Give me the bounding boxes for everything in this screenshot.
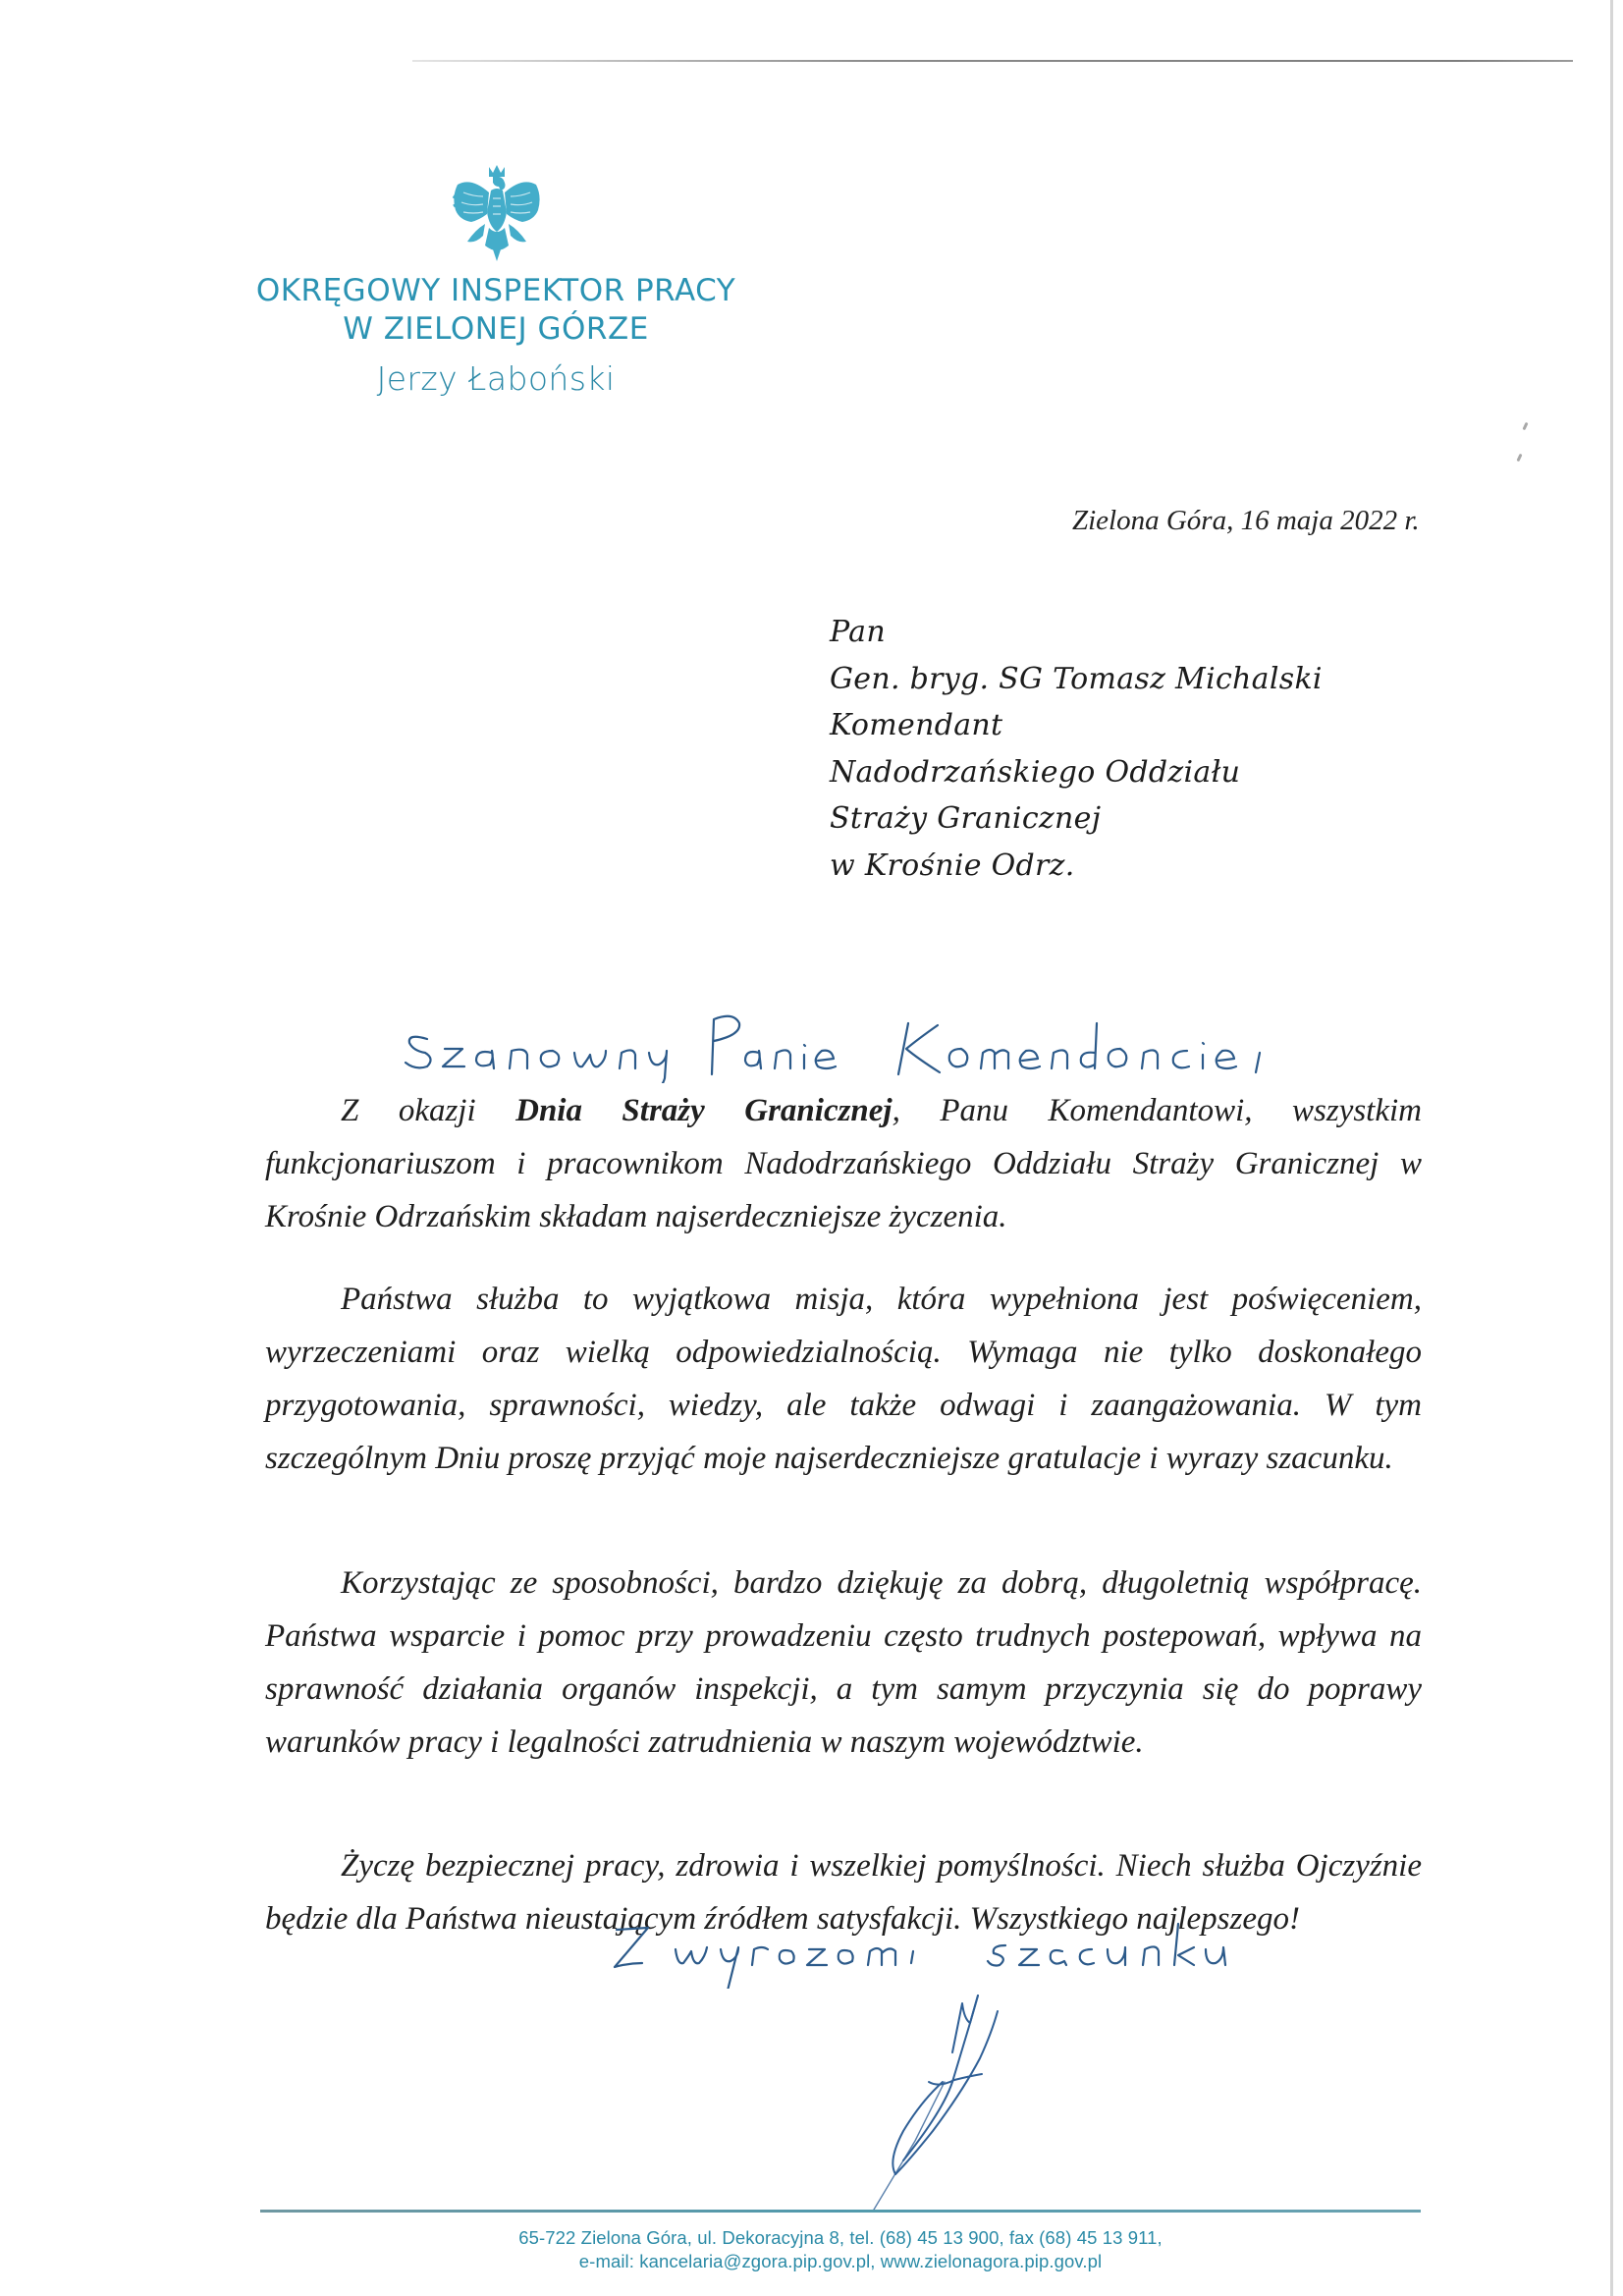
letterhead-title: OKRĘGOWY INSPEKTOR PRACY xyxy=(255,273,736,308)
footer-divider xyxy=(260,2210,1421,2213)
recipient-line: Komendant xyxy=(830,708,1003,742)
letterhead-subtitle: W ZIELONEJ GÓRZE xyxy=(343,311,649,347)
recipient-line: Gen. bryg. SG Tomasz Michalski xyxy=(830,661,1323,696)
footer-contact: e-mail: kancelaria@zgora.pip.gov.pl, www.zielonagora.pip.gov.pl xyxy=(578,2251,1103,2271)
paragraph-text: Życzę bezpiecznej pracy, zdrowia i wszelkiej pomyślności. Niech służba Ojczyźnie będzie dla Państwa nieustającym źródłem satysfakcji. Wszystkiego najlepszego! xyxy=(265,1848,1422,1937)
scan-speck xyxy=(1522,422,1528,431)
paragraph-text: Z okazji xyxy=(341,1093,516,1128)
body-paragraph xyxy=(265,1084,1422,1243)
scan-speck xyxy=(1516,454,1522,463)
scan-page-edge xyxy=(1610,0,1613,2296)
recipient-line: w Krośnie Odrz. xyxy=(830,847,1075,883)
scan-edge-line xyxy=(412,60,1573,62)
body-paragraph xyxy=(265,1557,1422,1769)
handwritten-salutation xyxy=(388,990,1409,1083)
footer-address: 65-722 Zielona Góra, ul. Dekoracyjna 8, tel. (68) 45 13 900, fax (68) 45 13 911, xyxy=(518,2227,1163,2248)
paragraph-text: Korzystając ze sposobności, bardzo dziękuję za dobrą, długoletnią współpracę. Państwa wsparcie i pomoc przy prowadzeniu często trudnych postepowań, wpływa na sprawność działania organów inspekcji, a tym samym przyczynia się do poprawy warunków pracy i legalności zatrudnienia w naszym województwie. xyxy=(265,1565,1422,1760)
recipient-line: Pan xyxy=(830,615,886,649)
recipient-line: Nadodrzańskiego Oddziału xyxy=(830,754,1241,790)
letter-date: Zielona Góra, 16 maja 2022 r. xyxy=(1072,505,1420,536)
highlighted-occasion: Dnia Straży Granicznej xyxy=(515,1093,893,1128)
letterhead-name: Jerzy Łaboński xyxy=(376,359,616,398)
paragraph-text: , Panu Komendantowi, wszystkim funkcjonariuszom i pracownikom Nadodrzańskiego Oddziału Straży Granicznej w Krośnie Odrzańskim składam najserdeczniejsze życzenia. xyxy=(265,1093,1422,1234)
handwritten-signature xyxy=(805,1964,1119,2210)
recipient-line: Straży Granicznej xyxy=(830,801,1102,836)
polish-eagle-emblem-icon xyxy=(450,163,544,263)
body-paragraph xyxy=(265,1273,1422,1485)
paragraph-text: Państwa służba to wyjątkowa misja, która wypełniona jest poświęceniem, wyrzeczeniami oraz wielką odpowiedzialnością. Wymaga nie tylko doskonałego przygotowania, sprawności, wiedzy, ale także odwagi i zaangażowania. W tym szczególnym Dniu proszę przyjąć moje najserdeczniejsze gratulacje i wyrazy szacunku. xyxy=(265,1282,1422,1476)
recipient-address xyxy=(830,609,1323,889)
